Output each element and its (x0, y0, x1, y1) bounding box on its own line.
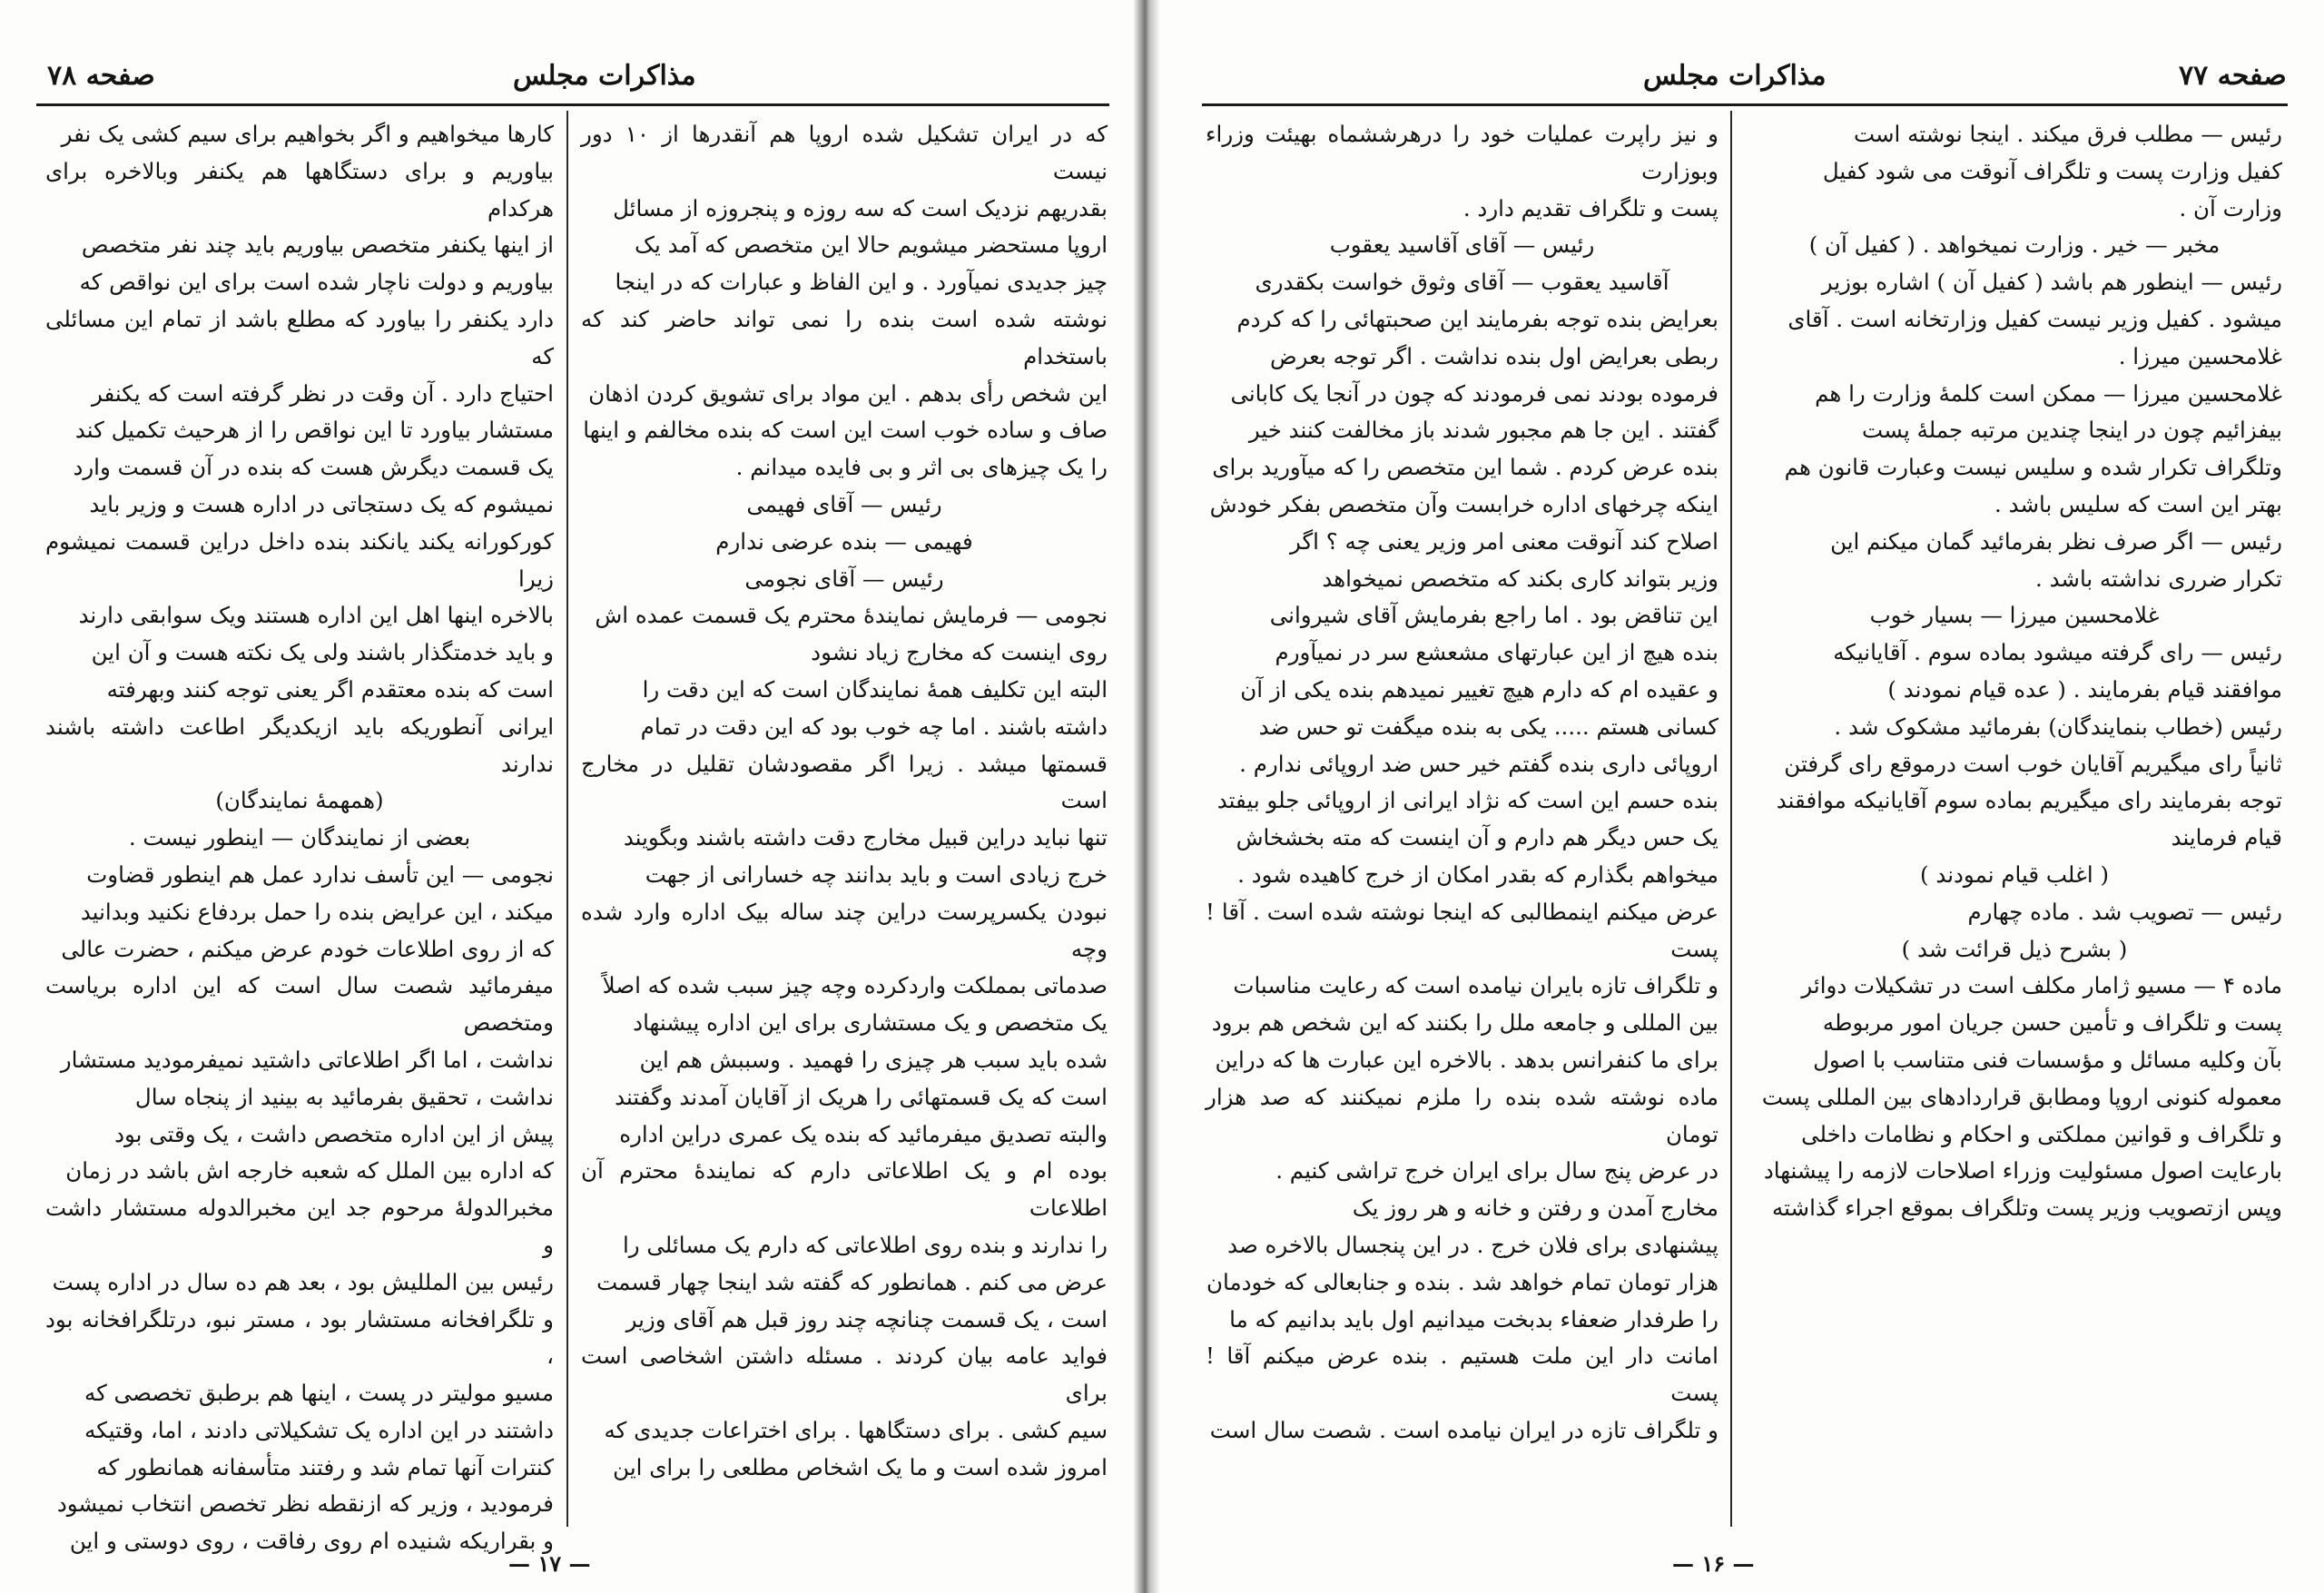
text-line: که اداره بین الملل که شعبه خارجه اش باشد در زمان (65, 1157, 554, 1185)
header-rule (36, 103, 1109, 106)
text-line: نوشته شده است بنده را نمی تواند حاضر کند که باستخدام (581, 305, 1108, 369)
text-line: غلامحسین میرزا — ممکن است کلمهٔ وزارت را هم (1815, 379, 2282, 407)
text-line: هزار تومان تمام خواهد شد . بنده و جنابعالی که خودمان (1206, 1268, 1718, 1295)
text-line: رئیس — مطلب فرق میکند . اینجا نوشته است (1853, 121, 2282, 147)
text-line: بین المللی و جامعه ملل را بکنند که این شخص هم برود (1211, 1009, 1718, 1037)
text-line: صدماتی بمملکت واردکرده وچه چیز سبب شده که اصلاً (602, 972, 1108, 999)
text-line: مخارج آمدن و رفتن و خانه و هر روز یک (1352, 1195, 1718, 1222)
text-line: صاف و ساده خوب است این است که بنده مخالفم و اینها (583, 417, 1108, 444)
page-folio: — ۱۶ — (1672, 1550, 1755, 1577)
text-line: بآن وکلیه مسائل و مؤسسات فنی متناسب با اصول (1813, 1046, 2282, 1073)
text-line: رئیس — تصویب شد . ماده چهارم (1967, 898, 2282, 925)
text-line: ربطی بعرایض اول بنده نداشت . اگر توجه بعرض (1270, 342, 1718, 369)
text-line: اروپائی داری بنده گفتم خیر حس ضد اروپائی ندارم . (1239, 750, 1718, 777)
text-line: مسیو مولیتر در پست ، اینها هم برطبق تخصصی که (84, 1380, 554, 1407)
text-line: و نیز راپرت عملیات خود را درهرششماه بهیئت وزراء وبوزارت (1206, 121, 1718, 184)
text-line: امانت دار این ملت هستیم . بنده عرض میکنم آقا ! پست (1206, 1342, 1718, 1407)
text-line: قیام فرمایند (2171, 824, 2282, 851)
text-line: کفیل وزارت پست و تلگراف آنوقت می شود کفیل (1822, 157, 2282, 184)
text-line: یک حس دیگر هم دارم و آن اینست که مته بخشخاش (1236, 824, 1718, 851)
text-line: اصلاح کند آنوقت معنی امر وزیر یعنی چه ؟ اگر (1289, 527, 1718, 555)
text-line: مخبرالدولهٔ مرحوم جد این مخبرالدوله مستشار داشت و (45, 1195, 554, 1258)
text-line: نداشت ، تحقیق بفرمائید به بینید از پنجاه سال (134, 1083, 554, 1110)
header-rule (1202, 103, 2288, 106)
text-line: و تلگراف تازه بایران نیامده است که رعایت مناسبات (1233, 972, 1718, 999)
text-line: احتیاج دارد . آن وقت در نظر گرفته است که یکنفر (92, 379, 554, 407)
column-divider (566, 111, 568, 1527)
text-line: میشود . کفیل وزیر نیست کفیل وزارتخانه است . آقای (1787, 305, 2282, 332)
text-line: بعضی از نمایندگان — اینطور نیست . (128, 824, 471, 851)
text-line: توجه بفرمایند رای میگیریم بماده سوم آقایانیکه موافقند (1776, 787, 2282, 814)
page-label: صفحه ۷۷ (2179, 60, 2287, 92)
text-column-left (45, 116, 554, 1560)
text-line: بنده حسم این است که نژاد ایرانی از اروپائی جلو بیفتد (1216, 787, 1718, 814)
text-line: فرموده بودند نمی فرمودند که چون در آنجا یک کابانی (1230, 379, 1718, 407)
text-line: است ، یک قسمت چنانچه چند روز قبل هم آقای وزیر (625, 1305, 1108, 1332)
text-line: که از روی اطلاعات خودم عرض میکنم ، حضرت عالی (61, 935, 554, 962)
text-line: است که بنده معتقدم اگر یعنی توجه کنند وبهرفته (106, 675, 554, 703)
text-line: پیش از این اداره متخصص داشت ، یک وقتی بود (114, 1120, 554, 1147)
text-line: از اینها یکنفر متخصص بیاوریم باید چند نفر متخصص (81, 231, 554, 259)
text-line: نداشت ، اما اگر اطلاعاتی داشتید نمیفرمودید مستشار (60, 1046, 554, 1073)
text-line: رئیس — اگر صرف نظر بفرمائید گمان میکنم این (1830, 527, 2282, 555)
text-line: دارد یکنفر را بیاورد که مطلع باشد از تمام این مسائلی که (45, 305, 554, 369)
text-line: را ندارند و بنده روی اطلاعاتی که دارم یک مسائلی را (622, 1231, 1108, 1258)
column-divider (1730, 111, 1732, 1527)
text-line: فهیمی — بنده عرضی ندارم (715, 527, 973, 555)
text-line: ماده ۴ — مسیو ژامار مکلف است در تشکیلات دوائر (1801, 972, 2282, 999)
text-line: بیاوریم و برای دستگاهها هم یکنفر وبالاخره برای هرکدام (45, 157, 554, 221)
text-line: و عقیده ام که دارم هیچ تغییر نمیدهم بنده یکی از آن (1240, 675, 1718, 703)
text-line: رئیس — آقای نجومی (744, 565, 944, 592)
text-line: و تلگرافخانه مستشار بود ، مستر نبو، درتلگرافخانه بود ، (45, 1305, 554, 1370)
text-line: مخبر — خیر . وزارت نمیخواهد . ( کفیل آن ) (1808, 231, 2221, 259)
page-label: صفحه ۷۸ (47, 60, 155, 92)
text-line: پست و تلگراف تقدیم دارد . (1462, 194, 1718, 221)
page-folio: — ۱۷ — (508, 1550, 591, 1577)
text-line: شده باید سبب هر چیزی را فهمید . وسببش هم این (639, 1046, 1108, 1073)
text-line: و باید خدمتگذار باشند ولی یک نکته هست و آن این (91, 639, 554, 666)
text-line: کارها میخواهیم و اگر بخواهیم برای سیم کشی یک نفر (61, 121, 554, 147)
text-line: را یک چیزهای بی اثر و بی فایده میدانم . (735, 454, 1108, 481)
text-line: بالاخره اینها اهل این اداره هستند ویک سوابقی دارند (78, 602, 554, 629)
text-line: موافقند قیام بفرمایند . ( عده قیام نمودند ) (1887, 675, 2282, 703)
text-line: یک متخصص و یک مستشاری برای این اداره پیشنهاد (633, 1009, 1108, 1037)
text-line: رئیس — آقای فهیمی (746, 490, 942, 517)
text-line: را طرفدار ضعفاء بدبخت میدانیم اول باید بدانیم که ما (1229, 1305, 1718, 1332)
text-line: رئیس — اینطور هم باشد ( کفیل آن ) اشاره بوزیر (1821, 269, 2282, 296)
text-column-right (581, 116, 1108, 1486)
text-line: وزیر بتواند کاری بکند که متخصص نمیخواهد (1322, 565, 1718, 592)
text-line: فرمودید ، وزیر که ازنقطه نظر تخصص انتخاب نمیشود (56, 1490, 554, 1518)
text-line: معموله کنونی اروپا ومطابق قراردادهای بین المللی پست (1761, 1083, 2282, 1110)
text-column-left (1206, 116, 1718, 1450)
text-line: این شخص رأی بدهم . این مواد برای تشویق کردن اذهان (588, 379, 1108, 407)
text-column-right (1747, 116, 2282, 1227)
text-line: ( بشرح ذیل قرائت شد ) (1901, 935, 2128, 962)
text-line: داشته باشند . اما چه خوب بود که این دقت در تمام (640, 713, 1108, 740)
text-line: میخواهم بگذارم که بقدر امکان از خرج کاهیده شود . (1237, 860, 1718, 888)
text-line: بعرایض بنده توجه بفرمایند این صحبتهائی را که کردم (1236, 305, 1718, 332)
text-line: ماده نوشته شده بنده را ملزم نمیکنند که صد هزار تومان (1206, 1083, 1718, 1147)
text-line: این تناقض بود . اما راجع بفرمایش آقای شیروانی (1269, 602, 1718, 629)
text-line: بیاوریم و دولت ناچار شده است برای این نواقص که (79, 269, 554, 296)
text-line: برای ما کنفرانس بدهد . بالاخره این عبارت ها که دراین (1215, 1046, 1718, 1073)
text-line: میفرمائید شصت سال است که این اداره بریاست ومتخصص (45, 972, 554, 1037)
text-line: بهتر این است که سلیس باشد . (1994, 490, 2282, 517)
text-line: رئیس (خطاب بنمایندگان) بفرمائید مشکوک شد . (1834, 713, 2282, 740)
text-line: رئیس بین المللیش بود ، بعد هم ده سال در اداره پست (52, 1268, 554, 1295)
text-line: بنده هیچ از این عبارتهای مشعشع سر در نمیآورم (1275, 639, 1718, 666)
text-line: (همهمهٔ نمایندگان) (215, 787, 384, 814)
text-line: مستشار بیاورد تا این نواقص را از هرحیث تکمیل کند (74, 417, 554, 444)
text-line: در عرض پنج سال برای ایران خرج تراشی کنیم . (1275, 1157, 1718, 1185)
text-line: روی اینست که مخارج زیاد نشود (811, 639, 1108, 666)
text-line: چیز جدیدی نمیآورد . و این الفاظ و عبارات که در اینجا (615, 269, 1108, 296)
text-line: گفتند . این جا هم مجبور شدند باز مخالفت کنند خیر (1248, 417, 1718, 444)
text-line: است که یک قسمتهائی را هریک از آقایان آمدند وگفتند (615, 1083, 1108, 1110)
text-line: اینکه چرخهای اداره خرابست وآن متخصص بفکر خودش (1209, 490, 1718, 517)
text-line: کورکورانه یکند یانکند بنده داخل دراین قسمت نمیشوم زیرا (45, 527, 554, 592)
text-line: رئیس — رای گرفته میشود بماده سوم . آقایانیکه (1833, 639, 2282, 666)
text-line: پیشنهادی برای فلان خرج . در این پنجسال بالاخره صد (1227, 1231, 1718, 1258)
text-line: و تلگراف و قوانین مملکتی و احکام و نظامات داخلی (1801, 1120, 2282, 1147)
text-line: کنترات آنها تمام شد و رفتند متأسفانه همانطور که (96, 1453, 554, 1480)
text-line: نجومی — فرمایش نمایندهٔ محترم یک قسمت عمده اش (595, 602, 1108, 629)
text-line: داشتند در این اداره یک تشکیلاتی دادند ، اما، وقتیکه (84, 1416, 554, 1443)
text-line: میکند ، این عرایض بنده را حمل بردفاع نکنید وبدانید (80, 898, 554, 925)
text-line: ایرانی آنطوریکه باید ازیکدیگر اطاعت داشته باشند ندارند (45, 713, 554, 777)
text-line: خرج زیادی است و باید بدانند چه خسارانی از جهت (645, 860, 1108, 888)
text-line: و تلگراف تازه در ایران نیامده است . شصت سال است (1209, 1416, 1718, 1443)
text-line: وتلگراف تکرار شده و سلیس نیست وعبارت قانون هم (1784, 454, 2282, 481)
text-line: قسمتها میشد . زیرا اگر مقصودشان تقلیل در مخارج است (581, 750, 1108, 814)
text-line: کسانی هستم ..... یکی به بنده میگفت تو حس ضد (1258, 713, 1718, 740)
text-line: والبته تصدیق میفرمائید که بنده یک عمری دراین اداره (619, 1120, 1108, 1147)
running-title: مذاکرات مجلس (1643, 60, 1827, 92)
text-line: غلامحسین میرزا . (2118, 342, 2282, 369)
text-line: وپس ازتصویب وزیر پست وتلگراف بموقع اجراء گذاشته (1772, 1195, 2282, 1222)
text-line: سیم کشی . برای دستگاهها . برای اختراعات جدیدی که (604, 1416, 1108, 1443)
text-line: عرض می کنم . همانطور که گفته شد اینجا چهار قسمت (596, 1268, 1108, 1295)
text-line: ( اغلب قیام نمودند ) (1919, 860, 2110, 888)
text-line: امروز شده است و ما یک اشخاص مطلعی را برای این (613, 1453, 1108, 1480)
text-line: یک قسمت دیگرش هست که بنده در آن قسمت وارد (73, 454, 554, 481)
text-line: عرض میکنم اینمطالبی که اینجا نوشته شده است . آقا ! پست (1206, 898, 1718, 962)
text-line: که در ایران تشکیل شده اروپا هم آنقدرها از ۱۰ دور نیست (581, 121, 1108, 184)
text-line: ثانیاً رای میگیریم آقایان خوب است درموقع رای گرفتن (1784, 750, 2282, 777)
text-line: بقدریهم نزدیک است که سه روزه و پنجروزه از مسائل (613, 194, 1108, 221)
text-line: بوده ام و یک اطلاعاتی دارم که نمایندهٔ محترم آن اطلاعات (581, 1157, 1108, 1222)
text-line: آقاسید یعقوب — آقای وثوق خواست بکقدری (1255, 269, 1669, 296)
text-line: و بقراریکه شنیده ام روی رفاقت ، روی دوستی و این (69, 1528, 554, 1555)
text-line: نجومی — این تأسف ندارد عمل هم اینطور قضاوت (86, 860, 554, 888)
running-title: مذاکرات مجلس (513, 60, 696, 92)
text-line: پست و تلگراف و تأمین حسن جریان امور مربوطه (1822, 1009, 2282, 1037)
text-line: بنده عرض کردم . شما این متخصص را که میآورید برای (1212, 454, 1718, 481)
right-page (1146, 0, 2324, 1593)
text-line: غلامحسین میرزا — بسیار خوب (1869, 602, 2160, 629)
text-line: نمیشوم که یک دستجاتی در اداره هست و وزیر باید (89, 490, 554, 517)
text-line: فواید عامه بیان کردند . مسئله داشتن اشخاصی است برای (581, 1342, 1108, 1407)
text-line: رئیس — آقای آقاسید یعقوب (1329, 231, 1595, 259)
text-line: البته این تکلیف همهٔ نمایندگان است که این دقت را (642, 675, 1108, 703)
text-line: اروپا مستحضر میشویم حالا این متخصص که آمد یک (635, 231, 1108, 259)
text-line: نبودن یکسرپرست دراین چند ساله بیک اداره وارد شده وچه (581, 898, 1108, 962)
left-page (0, 0, 1146, 1593)
text-line: تکرار ضرری نداشته باشد . (2035, 565, 2282, 592)
text-line: وزارت آن . (2179, 194, 2282, 221)
text-line: تنها نباید دراین قبیل مخارج دقت داشته باشند وبگویند (623, 824, 1108, 851)
text-line: بارعایت اصول مسئولیت وزراء اصلاحات لازمه را پیشنهاد (1763, 1157, 2282, 1185)
text-line: بیفزائیم چون در اینجا چندین مرتبه جملهٔ پست (1862, 417, 2282, 444)
